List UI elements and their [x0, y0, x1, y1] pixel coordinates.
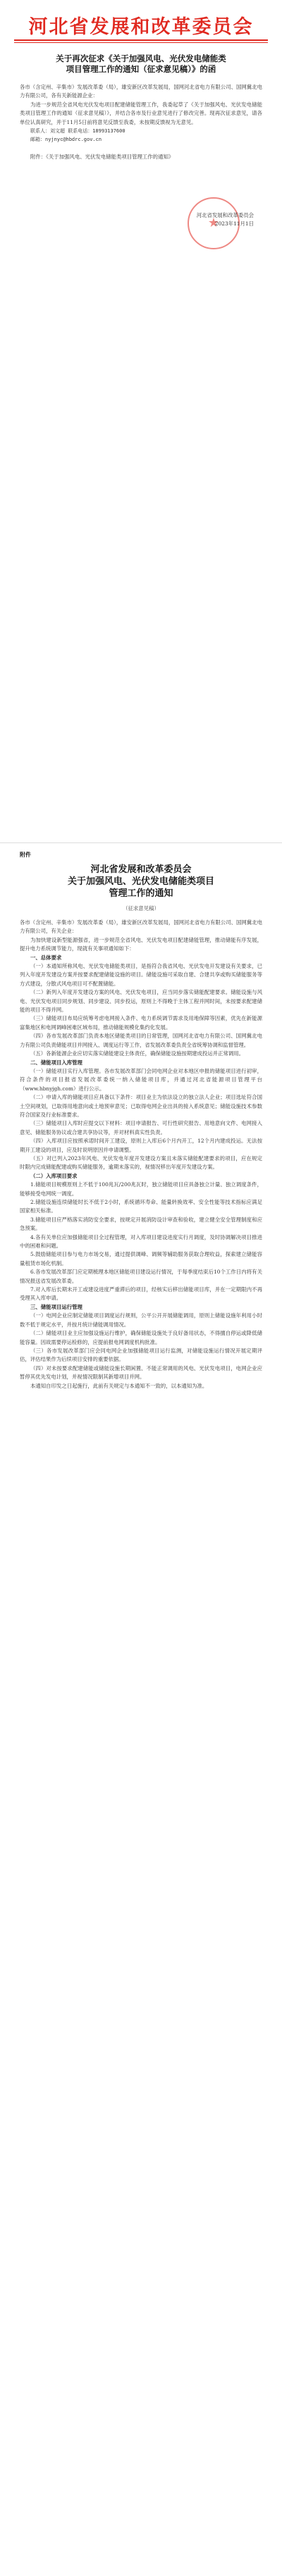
attachment-title-line2: 管理工作的通知	[109, 888, 173, 899]
attachment-title-line1: 关于加强风电、光伏发电储能类项目	[67, 876, 214, 887]
body-paragraph: （四）入库项目应按照承诺时间开工建设，原则上入库后6个月内开工，12个月内建成投运。无法按期开工建设的项目，应及时说明原因并申请调整。	[20, 1138, 262, 1153]
body-paragraph: （一）储能项目实行入库管理。各市发展改革部门会同电网企业对本地区申报的储能项目进行初审，符合条件的项目报省发展改革委统一纳入储能项目库，并通过河北省能源项目管理平台（www.hbnyjgh.com）进行公示。	[20, 1067, 262, 1092]
attachment-intro: 为加快建设新型能源强省，进一步规范全省风电、光伏发电项目配建储能管理，推动储能有序发展，提升电力系统调节能力，现就有关事项通知如下：	[20, 936, 262, 952]
body-paragraph: （四）对未按要求配建储能或储能设施长期闲置、不能正常调用的风电、光伏发电项目，电网企业应暂停其优先发电计划，并视情况限制其新增项目并网。	[20, 1364, 262, 1381]
body-paragraph: 7.对入库后长期未开工或建设进度严重滞后的项目，经核实后移出储能项目库，并在一定期限内不再受理其入库申请。	[20, 1286, 262, 1302]
body-paragraph: 2.储能设施连续储能时长不低于2小时，系统循环寿命、能量转换效率、安全性能等技术指标应满足国家相关标准。	[20, 1199, 262, 1214]
body-paragraph: （一）本通知所称风电、光伏发电储能类项目，是指符合我省风电、光伏发电开发建设有关要求，已列入年度开发建设方案并按要求配建储能设施的项目。储能设施可采取自建、合建共享或购买储能服务等方式建设，分散式风电项目可不配置储能。	[20, 963, 262, 987]
section-heading: 二、储能项目入库管理	[30, 1059, 82, 1066]
notice-body	[20, 83, 262, 161]
attachment-label: 附件	[20, 852, 31, 858]
letterhead-title: 河北省发展和改革委员会	[28, 16, 254, 38]
attachment-draft-note: （征求意见稿）	[123, 905, 159, 911]
body-paragraph: （三）储能项目布局应统筹考虑电网接入条件、电力系统调节需求及用地保障等因素，优先在新能源富集地区和电网调峰困难区域布局，推动储能规模化集约化发展。	[20, 1015, 262, 1031]
notice-sign-date: 2023年11月1日	[214, 220, 254, 228]
attachment-title-org: 河北省发展和改革委员会	[90, 864, 192, 875]
body-paragraph: （五）各新能源企业应切实落实储能建设主体责任，确保储能设施按期建成投运并正常调用。	[30, 1050, 245, 1057]
attachment-page	[0, 844, 282, 2576]
notice-attachment-ref: 附件：《关于加强风电、光伏发电储能类项目管理工作的通知》	[30, 153, 174, 160]
body-paragraph: 5.鼓励储能项目参与电力市场交易，通过提供调峰、调频等辅助服务获取合理收益，探索建立储能容量租赁市场化机制。	[20, 1251, 262, 1267]
notice-contact-name: 联系人：刘文超 联系电话：18993137600	[30, 128, 125, 135]
section-heading: 一、总体要求	[30, 954, 62, 961]
attachment-body	[20, 919, 262, 1390]
notice-recipients: 各市（含定州、辛集市）发展改革委（局），雄安新区改革发展局，国网河北省电力有限公司、国网冀北电力有限公司，各有关新能源企业：	[20, 84, 262, 99]
attachment-recipients: 各市（含定州、辛集市）发展改革委（局），雄安新区改革发展局，国网河北省电力有限公司、国网冀北电力有限公司，有关企业：	[20, 919, 262, 935]
notice-contact-email: 邮箱：nyjnyc@hbdrc.gov.cn	[30, 137, 102, 143]
body-paragraph: 本通知自印发之日起施行，此前有关规定与本通知不一致的，以本通知为准。	[30, 1382, 208, 1389]
body-paragraph: （三）储能项目入库时应提交以下材料：项目申请报告、可行性研究报告、用地意向文件、电网接入意见、储能服务协议或合建共享协议等，并对材料真实性负责。	[20, 1120, 262, 1135]
body-paragraph: （四）各市发展改革部门负责本地区储能类项目的日常管理，国网河北省电力有限公司、国网冀北电力有限公司负责储能项目并网接入、调度运行等工作，省发展改革委负责全省统筹协调和监督管理。	[20, 1033, 262, 1048]
body-paragraph: （二）新列入年度开发建设方案的风电、光伏发电项目，应当同步落实储能配建要求。储能设施与风电、光伏发电项目同步规划、同步建设、同步投运，原则上不得晚于主体工程并网时间，未按要求配建储能的项目不得并网。	[20, 989, 262, 1014]
body-paragraph: 4.各有关单位应加强储能项目全过程管理，对入库项目建设进度实行月调度，及时协调解决项目推进中的困难和问题。	[20, 1233, 262, 1250]
letterhead-rule-thick	[14, 39, 268, 41]
body-paragraph: （一）电网企业应制定储能项目调度运行规则，公平公开开展储能调用，原则上储能设施年利用小时数不低于规定水平，并按月统计储能调用情况。	[20, 1312, 262, 1328]
notice-signature	[141, 211, 254, 229]
notice-page	[0, 0, 282, 842]
body-paragraph: （五）对已列入2023年风电、光伏发电年度开发建设方案且未落实储能配建要求的项目，应在规定时限内完成储能配建或购买储能服务，逾期未落实的，视情况移出年度开发建设方案。	[20, 1155, 262, 1171]
letterhead-rule-thin	[14, 42, 268, 43]
body-paragraph: 1.储能项目规模原则上不低于100兆瓦/200兆瓦时，独立储能项目应具备独立计量、独立调度条件，能够接受电网统一调度。	[20, 1181, 262, 1197]
notice-title-line1: 关于再次征求《关于加强风电、光伏发电储能类	[56, 54, 226, 63]
body-paragraph: （二）储能项目业主应加强设施运行维护，确保储能设施处于良好备用状态，不得擅自停运或降低储能容量。因故需要停运检修的，应提前报电网调度机构批准。	[20, 1330, 262, 1345]
subsection-heading: （二）入库项目要求	[30, 1172, 78, 1179]
body-paragraph: （二）申请入库的储能项目应具备以下条件：项目业主为依法设立的独立法人企业；项目选址符合国土空间规划，已取得用地意向或土地预审意见；已取得电网企业出具的接入系统意见；储能设施技术参数符合国家及行业标准要求。	[20, 1094, 262, 1118]
notice-title	[21, 54, 261, 75]
body-paragraph: （三）各市发展改革部门应会同电网企业加强储能项目运行监测，对储能设施运行情况开展定期评估，评估结果作为后续项目安排的重要依据。	[20, 1347, 262, 1363]
notice-paragraph: 为进一步规范全省风电光伏发电项目配建储能管理工作，我委起草了《关于加强风电、光伏发电储能类项目管理工作的通知（征求意见稿）》，并结合各市及行业意见进行了修改完善。现再次征求意见，请各单位认真研究，并于11月5日前将意见反馈至我委，未按期反馈视为无意见。	[20, 101, 262, 125]
page-divider	[0, 842, 282, 843]
attachment-title	[28, 864, 254, 900]
notice-sign-org: 河北省发展和改革委员会	[196, 212, 254, 218]
body-paragraph: 3.储能项目应严格落实消防安全要求，按规定开展消防设计审查和验收，建立健全安全管理制度和应急预案。	[20, 1216, 262, 1232]
notice-title-line2: 项目管理工作的通知（征求意见稿）》的函	[66, 64, 216, 74]
section-heading: 三、储能项目运行管理	[30, 1303, 82, 1310]
body-paragraph: 6.各市发展改革部门应定期梳理本地区储能项目建设运行情况，于每季度结束后10个工作日内将有关情况报送省发展改革委。	[20, 1269, 262, 1284]
